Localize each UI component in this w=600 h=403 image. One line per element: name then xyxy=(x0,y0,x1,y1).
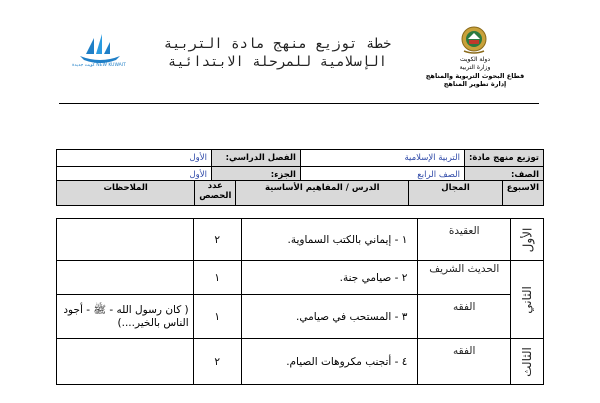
subject-label: توزيع منهج مادة: xyxy=(464,150,543,167)
term-value: الأول xyxy=(57,150,212,167)
part-label: الجزء: xyxy=(211,167,300,184)
notes-cell xyxy=(57,219,194,261)
info-table xyxy=(56,149,544,184)
part-value: الأول xyxy=(57,167,212,184)
week-cell xyxy=(511,261,544,339)
notes-cell xyxy=(57,261,194,295)
ministry-emblem-icon xyxy=(460,25,488,55)
brand-caption: كويت جديدة NEW KUWAIT xyxy=(72,63,126,68)
term-label: الفصل الدراسي: xyxy=(211,150,300,167)
week-cell xyxy=(511,339,544,385)
table-row xyxy=(57,219,544,261)
count-cell: ٢ xyxy=(193,339,241,385)
lesson-cell: ٣ - المستحب في صيامي. xyxy=(241,295,418,339)
title-line-2: الإسلامية للمرحلة الابتدائية xyxy=(167,54,388,70)
ministry-line: إدارة تطوير المناهج xyxy=(443,80,507,88)
domain-cell: الفقه xyxy=(418,339,511,385)
col-lesson: الدرس / المفاهيم الأساسية xyxy=(236,181,409,206)
lesson-cell: ٤ - أتجنب مكروهات الصيام. xyxy=(241,339,418,385)
subject-value: التربية الإسلامية xyxy=(300,150,464,167)
col-week: الاسبوع xyxy=(502,181,543,206)
table-row xyxy=(57,261,544,295)
ministry-block xyxy=(415,56,535,88)
ministry-line: دولة الكويت xyxy=(460,56,490,63)
schedule-table xyxy=(56,218,544,385)
header-row xyxy=(57,181,544,206)
week-cell xyxy=(511,219,544,261)
notes-cell: ( كان رسول الله - ﷺ - أجود الناس بالخير....) xyxy=(57,295,194,339)
grade-value: الصف الرابع xyxy=(300,167,464,184)
info-row xyxy=(57,150,544,167)
count-cell: ١ xyxy=(193,295,241,339)
ministry-line: وزارة التربية xyxy=(459,64,491,71)
count-cell: ١ xyxy=(193,261,241,295)
lesson-cell: ١ - إيماني بالكتب السماوية. xyxy=(241,219,418,261)
table-row xyxy=(57,339,544,385)
domain-cell: العقيدة xyxy=(418,219,511,261)
domain-cell: الحديث الشريف xyxy=(418,261,511,295)
grade-label: الصف: xyxy=(464,167,543,184)
col-count: عدد الحصص xyxy=(195,181,236,206)
column-header-table xyxy=(56,180,544,206)
table-row xyxy=(57,295,544,339)
col-notes: الملاحظات xyxy=(57,181,195,206)
lesson-cell: ٢ - صيامي جنة. xyxy=(241,261,418,295)
count-cell: ٢ xyxy=(193,219,241,261)
week-label: الأول xyxy=(520,227,535,252)
week-label: الثاني xyxy=(520,285,535,314)
document-title xyxy=(140,35,415,71)
title-line-1: خطة توزيع منهج مادة التربية xyxy=(163,36,392,52)
ministry-line: قطاع البحوث التربوية والمناهج xyxy=(425,72,525,80)
col-domain: المجال xyxy=(409,181,503,206)
domain-cell: الفقه xyxy=(418,295,511,339)
notes-cell xyxy=(57,339,194,385)
week-label: الثالث xyxy=(520,346,535,377)
header-divider xyxy=(59,103,539,104)
